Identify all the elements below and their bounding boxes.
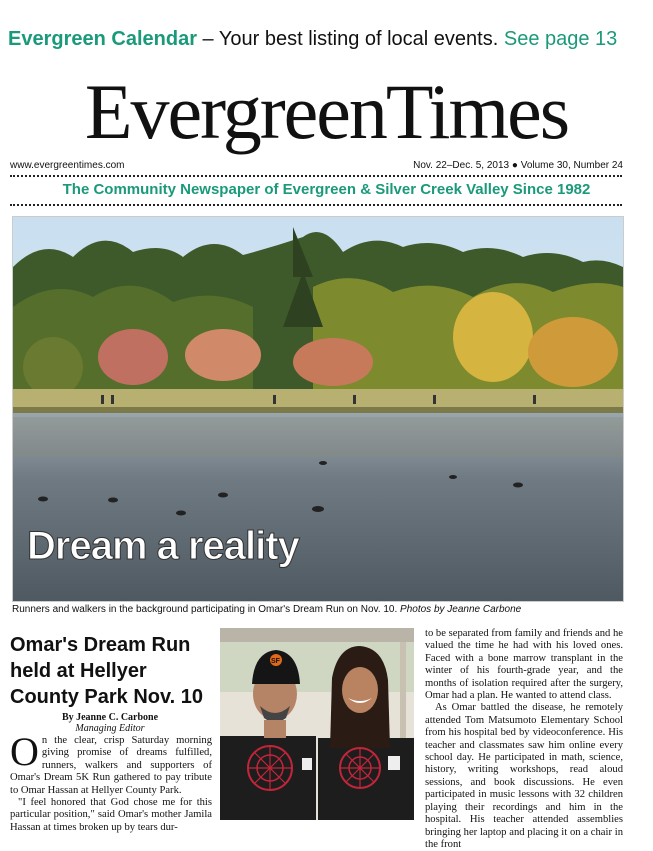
park-scene (13, 217, 623, 601)
paragraph-1: n the clear, crisp Saturday morning giving promise of dreams fulfilled, runners, walkers and supporters of Omar's Dream 5K Run gathered to pay tribute to Omar Hassan at Hellyer County Park. (10, 735, 212, 796)
caption-text: Runners and walkers in the background participating in Omar's Dream Run on Nov. 10. (12, 604, 398, 615)
masthead-title: EvergreenTimes (84, 68, 569, 155)
col3-paragraph-2: As Omar battled the disease, he remotely attended Tom Matsumoto Elementary School from his hospital bed by videoconference. His teacher and classmates saw him online every school day. He participated in math, science, history, writing workshops, read aloud sessions, and book discussions. He even participated in music lessons with 32 children playing their recordings and him in the hospital. His teacher attended assemblies bringing her laptop and placing it on a chair in the front (425, 702, 623, 850)
promo-calendar: Evergreen Calendar (8, 28, 197, 50)
dotted-divider-top (10, 175, 622, 177)
promo-text: – Your best listing of local events. (202, 28, 499, 50)
article-column-1 (10, 729, 212, 834)
lead-photo (12, 216, 624, 602)
article-headline[interactable]: Omar's Dream Run held at Hellyer County Park Nov. 10 (10, 634, 204, 708)
drop-cap: O (10, 729, 39, 774)
photo-credit: Photos by Jeanne Carbone (400, 604, 522, 615)
photo-caption (12, 604, 521, 615)
cap-logo: SF (271, 658, 280, 665)
portrait-scene (220, 628, 414, 820)
portrait-photo (220, 628, 414, 820)
byline-role: Managing Editor (75, 723, 145, 734)
overlay-headline: Dream a reality (27, 524, 299, 568)
issue-info: Nov. 22–Dec. 5, 2013 ● Volume 30, Number 24 (413, 160, 623, 171)
article-column-3 (425, 628, 623, 851)
promo-banner (8, 28, 617, 51)
tagline: The Community Newspaper of Evergreen & Silver Creek Valley Since 1982 (62, 181, 591, 198)
paragraph-2: "I feel honored that God chose me for this particular position," said Omar's mother Jamila Hassan at times broken up by tears dur- (10, 797, 212, 833)
byline: By Jeanne C. Carbone (61, 712, 159, 723)
promo-see-page[interactable]: See page 13 (503, 28, 618, 50)
site-url[interactable]: www.evergreentimes.com (10, 160, 125, 171)
col3-paragraph-1: to be separated from family and friends and he valued the time he had with his loved ones. Faced with a bone marrow transplant in the winter of his fourth-grade year, and the months of isolation required after the surgery, Omar had a plan. He wanted to attend class. (425, 628, 623, 702)
dotted-divider-bottom (10, 204, 622, 206)
